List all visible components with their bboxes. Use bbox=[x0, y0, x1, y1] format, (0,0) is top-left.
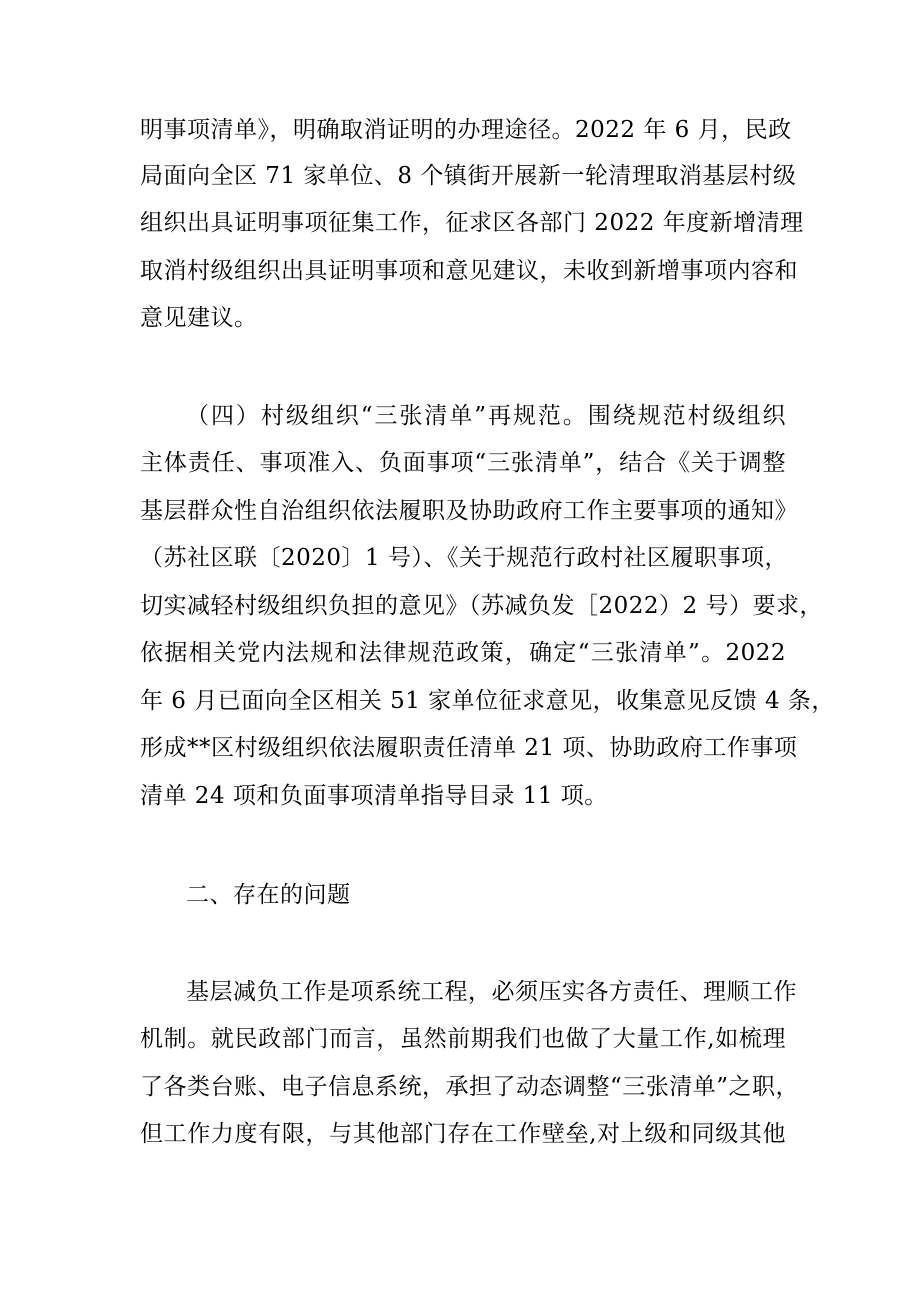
section-heading: 二、存在的问题 bbox=[186, 882, 351, 908]
paragraph-2-line-6: 依据相关党内法规和法律规范政策，确定“三张清单”。2022 bbox=[140, 640, 786, 666]
paragraph-1-line-1: 明事项清单》，明确取消证明的办理途径。2022 年 6 月，民政 bbox=[140, 117, 792, 143]
paragraph-3-line-2: 机制。就民政部门而言，虽然前期我们也做了大量工作,如梳理 bbox=[140, 1026, 786, 1052]
paragraph-1-line-5: 意见建议。 bbox=[140, 305, 258, 331]
paragraph-3-line-3: 了各类台账、电子信息系统，承担了动态调整“三张清单”之职， bbox=[140, 1074, 800, 1100]
paragraph-2-line-4: （苏社区联〔2020〕1 号）、《关于规范行政村社区履职事项， bbox=[140, 545, 788, 571]
paragraph-2-line-9: 清单 24 项和负面事项清单指导目录 11 项。 bbox=[140, 783, 608, 809]
paragraph-2-line-8: 形成**区村级组织依法履职责任清单 21 项、协助政府工作事项 bbox=[140, 735, 798, 761]
paragraph-1-line-4: 取消村级组织出具证明事项和意见建议，未收到新增事项内容和 bbox=[140, 258, 798, 284]
paragraph-2-line-5: 切实减轻村级组织负担的意见》（苏减负发［2022）2 号）要求， bbox=[140, 593, 823, 619]
paragraph-2-line-3: 基层群众性自治组织依法履职及协助政府工作主要事项的通知》 bbox=[140, 498, 798, 524]
paragraph-1-line-2: 局面向全区 71 家单位、8 个镇街开展新一轮清理取消基层村级 bbox=[140, 163, 797, 189]
paragraph-3-line-1: 基层减负工作是项系统工程，必须压实各方责任、理顺工作 bbox=[186, 979, 797, 1005]
paragraph-2-line-2: 主体责任、事项准入、负面事项“三张清单”，结合《关于调整 bbox=[140, 450, 786, 476]
paragraph-2-line-1: （四）村级组织“三张清单”再规范。围绕规范村级组织 bbox=[186, 403, 786, 429]
paragraph-1-line-3: 组织出具证明事项征集工作，征求区各部门 2022 年度新增清理 bbox=[140, 210, 804, 236]
paragraph-2-line-7: 年 6 月已面向全区相关 51 家单位征求意见，收集意见反馈 4 条， bbox=[140, 688, 835, 714]
paragraph-3-line-4: 但工作力度有限，与其他部门存在工作壁垒,对上级和同级其他 bbox=[140, 1121, 786, 1147]
